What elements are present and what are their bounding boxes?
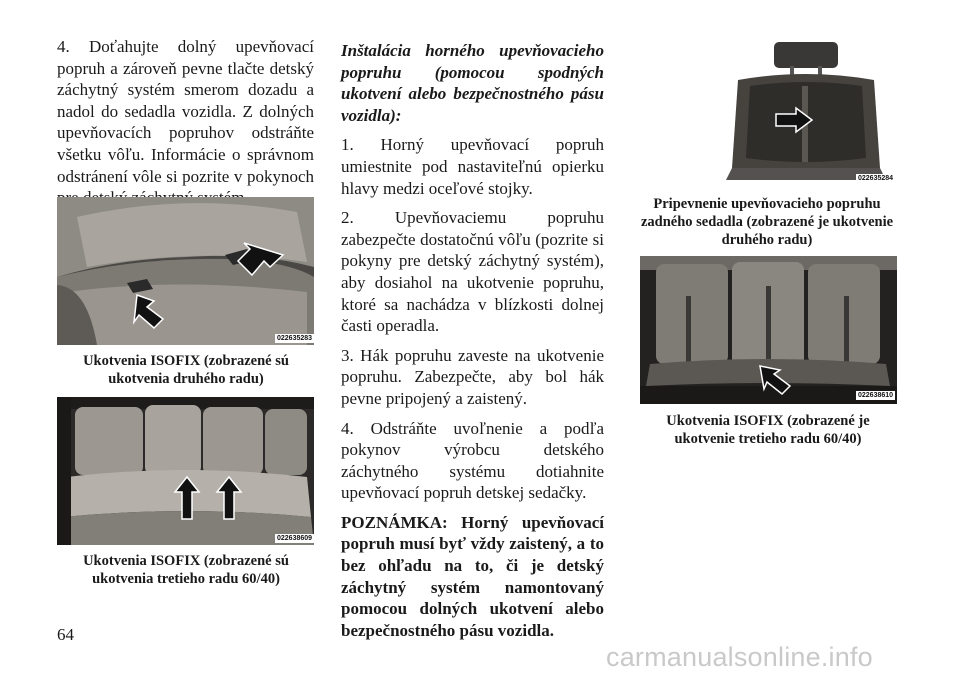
photo-tether-seatback xyxy=(716,40,896,180)
figure-caption: Ukotvenia ISOFIX (zobrazené sú ukotvenia tretieho radu 60/40) xyxy=(83,553,289,587)
figure-code: 022635284 xyxy=(858,175,894,182)
page-number: 64 xyxy=(57,625,74,644)
section-heading: Inštalácia horného upevňovacieho popruhu (pomocou spodných ukotvení alebo bezpečnostného pásu vozidla): xyxy=(341,41,604,125)
step-2: 2. Upevňovaciemu popruhu zabezpečte dostatočnú vôľu (pozrite si pokyny pre detský záchytný systém), aby dosiahol na ukotvenie popruhu, ktoré sa nachádza v blízkosti dolnej časti operadla. xyxy=(341,208,604,336)
tether-instructions xyxy=(341,40,604,649)
figure-caption: Pripevnenie upevňovacieho popruhu zadného sedadla (zobrazené je ukotvenie druhého radu) xyxy=(640,196,894,248)
step-1: 1. Horný upevňovací popruh umiestnite pod nastaviteľnú opierku hlavy medzi oceľové stojky. xyxy=(341,135,604,198)
figure-caption: Ukotvenia ISOFIX (zobrazené sú ukotvenia druhého radu) xyxy=(83,353,289,387)
note-paragraph: POZNÁMKA: Horný upevňovací popruh musí byť vždy zaistený, a to bez ohľadu na to, či je detský záchytný systém namontovaný pomocou dolných ukotvení alebo bezpečnostného pásu vozidla. xyxy=(341,512,604,640)
step-3: 3. Hák popruhu zaveste na ukotvenie popruhu. Zabezpečte, aby bol hák pevne pripojený a zaistený. xyxy=(341,345,604,408)
figure-code: 022638609 xyxy=(277,535,313,542)
photo-isofix-third-row xyxy=(57,397,314,545)
step-4: 4. Odstráňte uvoľnenie a podľa pokynov výrobcu detského záchytného systému dotiahnite upevňovací popruh detskej sedačky. xyxy=(341,418,604,503)
photo-isofix-second-row xyxy=(57,197,314,345)
watermark: carmanualsonline.info xyxy=(606,642,873,672)
photo-isofix-third-row-rear xyxy=(640,256,897,404)
intro-paragraph: 4. Doťahujte dolný upevňovací popruh a zároveň pevne tlačte detský záchytný systém smerom dozadu a nadol do sedadla vozidla. Z dolných upevňovacích popruhov odstráňte všetku vôľu. Informácie o správnom odstránení vôle si pozrite v pokynoch xyxy=(57,37,314,186)
figure-code: 022638610 xyxy=(858,392,894,399)
figure-caption: Ukotvenia ISOFIX (zobrazené je ukotvenie tretieho radu 60/40) xyxy=(666,413,870,447)
figure-code: 022635283 xyxy=(277,335,313,342)
